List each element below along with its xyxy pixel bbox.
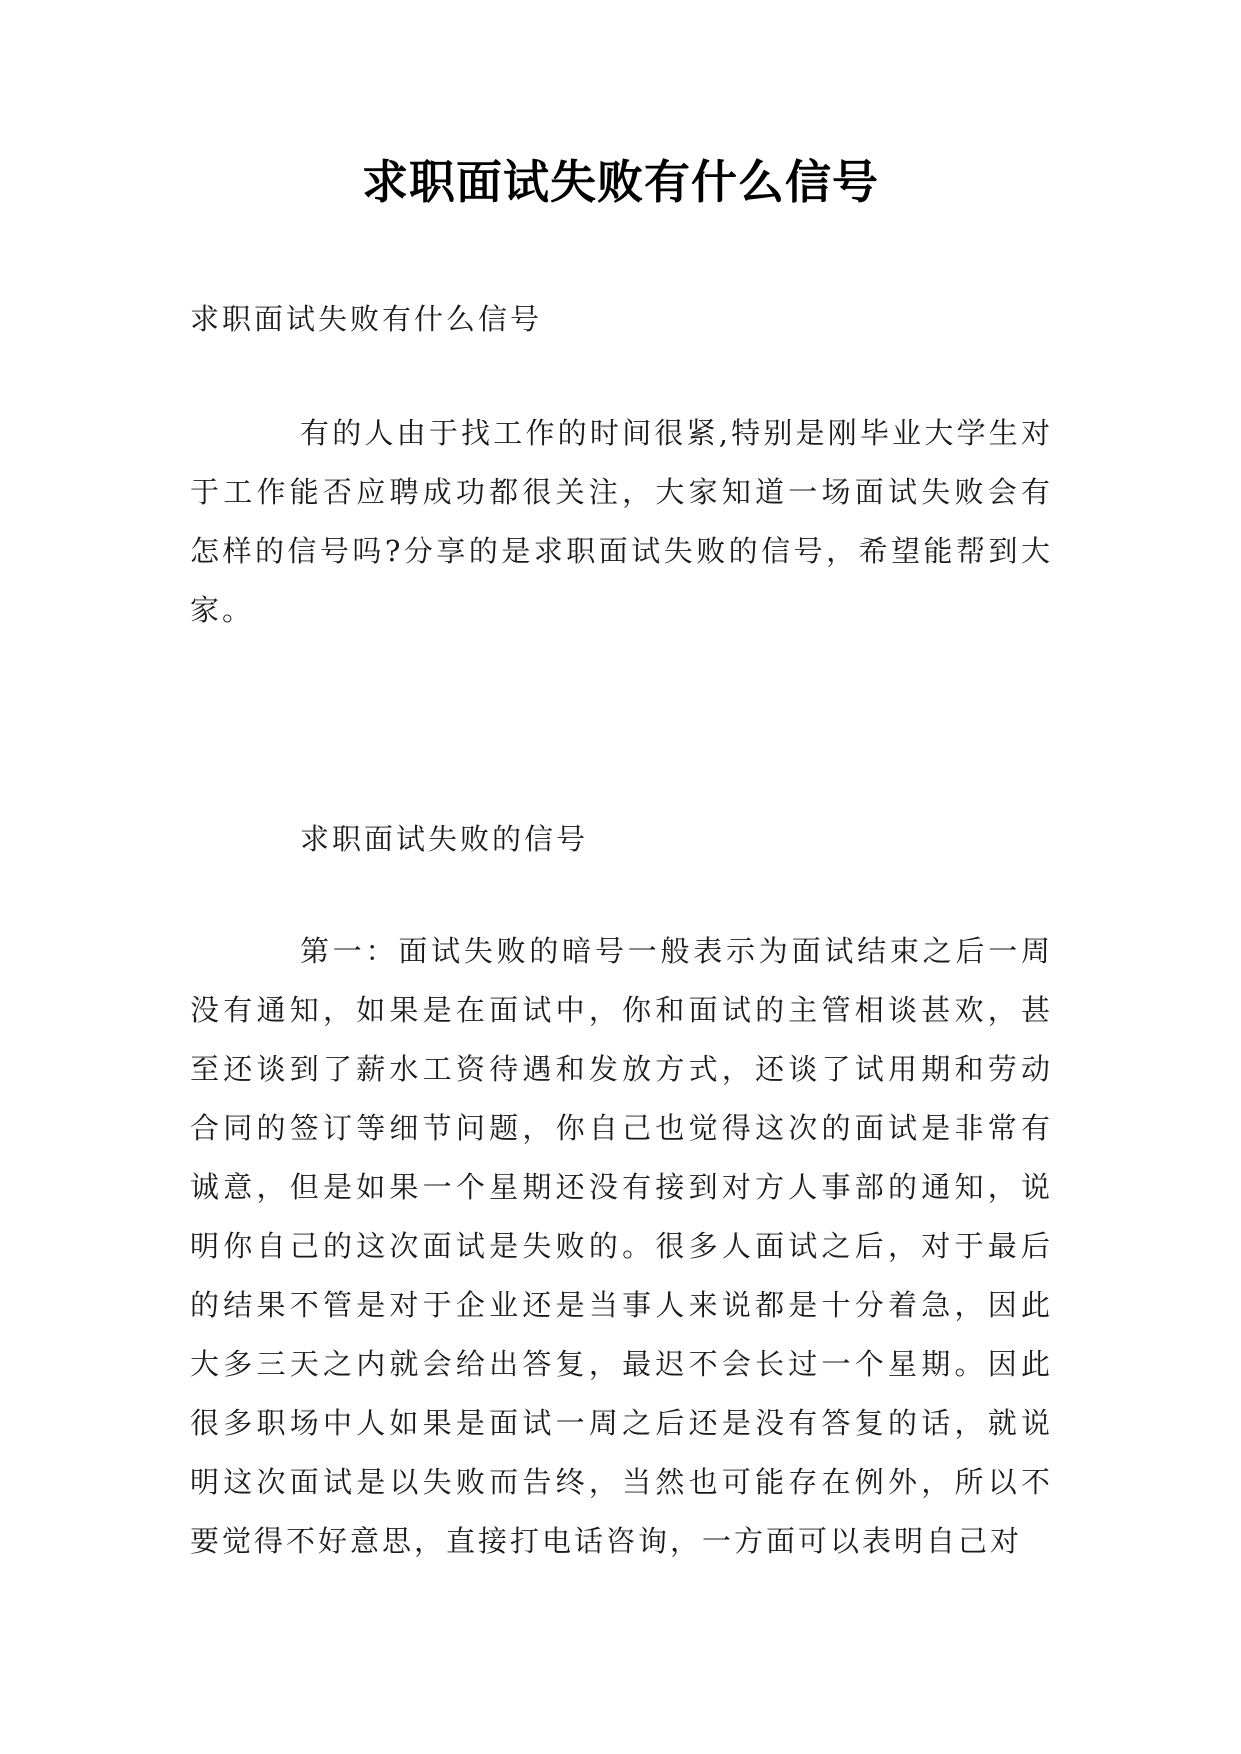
section-heading: 求职面试失败的信号 xyxy=(300,822,589,856)
document-subtitle: 求职面试失败有什么信号 xyxy=(190,302,543,336)
intro-paragraph: 有的人由于找工作的时间很紧,特别是刚毕业大学生对于工作能否应聘成功都很关注，大家知道一场面试失败会有怎样的信号吗?分享的是求职面试失败的信号，希望能帮到大家。 xyxy=(190,416,1053,627)
body-paragraph: 第一：面试失败的暗号一般表示为面试结束之后一周没有通知，如果是在面试中，你和面试的主管相谈甚欢，甚至还谈到了薪水工资待遇和发放方式，还谈了试用期和劳动合同的签订等细节问题，你自己也觉得这次的面试是非常有诚意，但是如果一个星期还没有接到对方人事部的通知，说明你自己的这次面试是失败的。很多人面试之后，对于最后的结果不管是对于企业还是当事人来说都是十分着急，因此大多三天之内就会给出答复，最迟不会长过一个星期。因此很多职场中人如果是面试一周之后还是没有答复的话，就说明这次面试是以失败而告终，当然也可能存在例外，所以不要觉得不好意思，直接打电话咨询，一方面可以表明自己对 xyxy=(190,934,1053,1558)
document-title: 求职面试失败有什么信号 xyxy=(362,155,879,209)
